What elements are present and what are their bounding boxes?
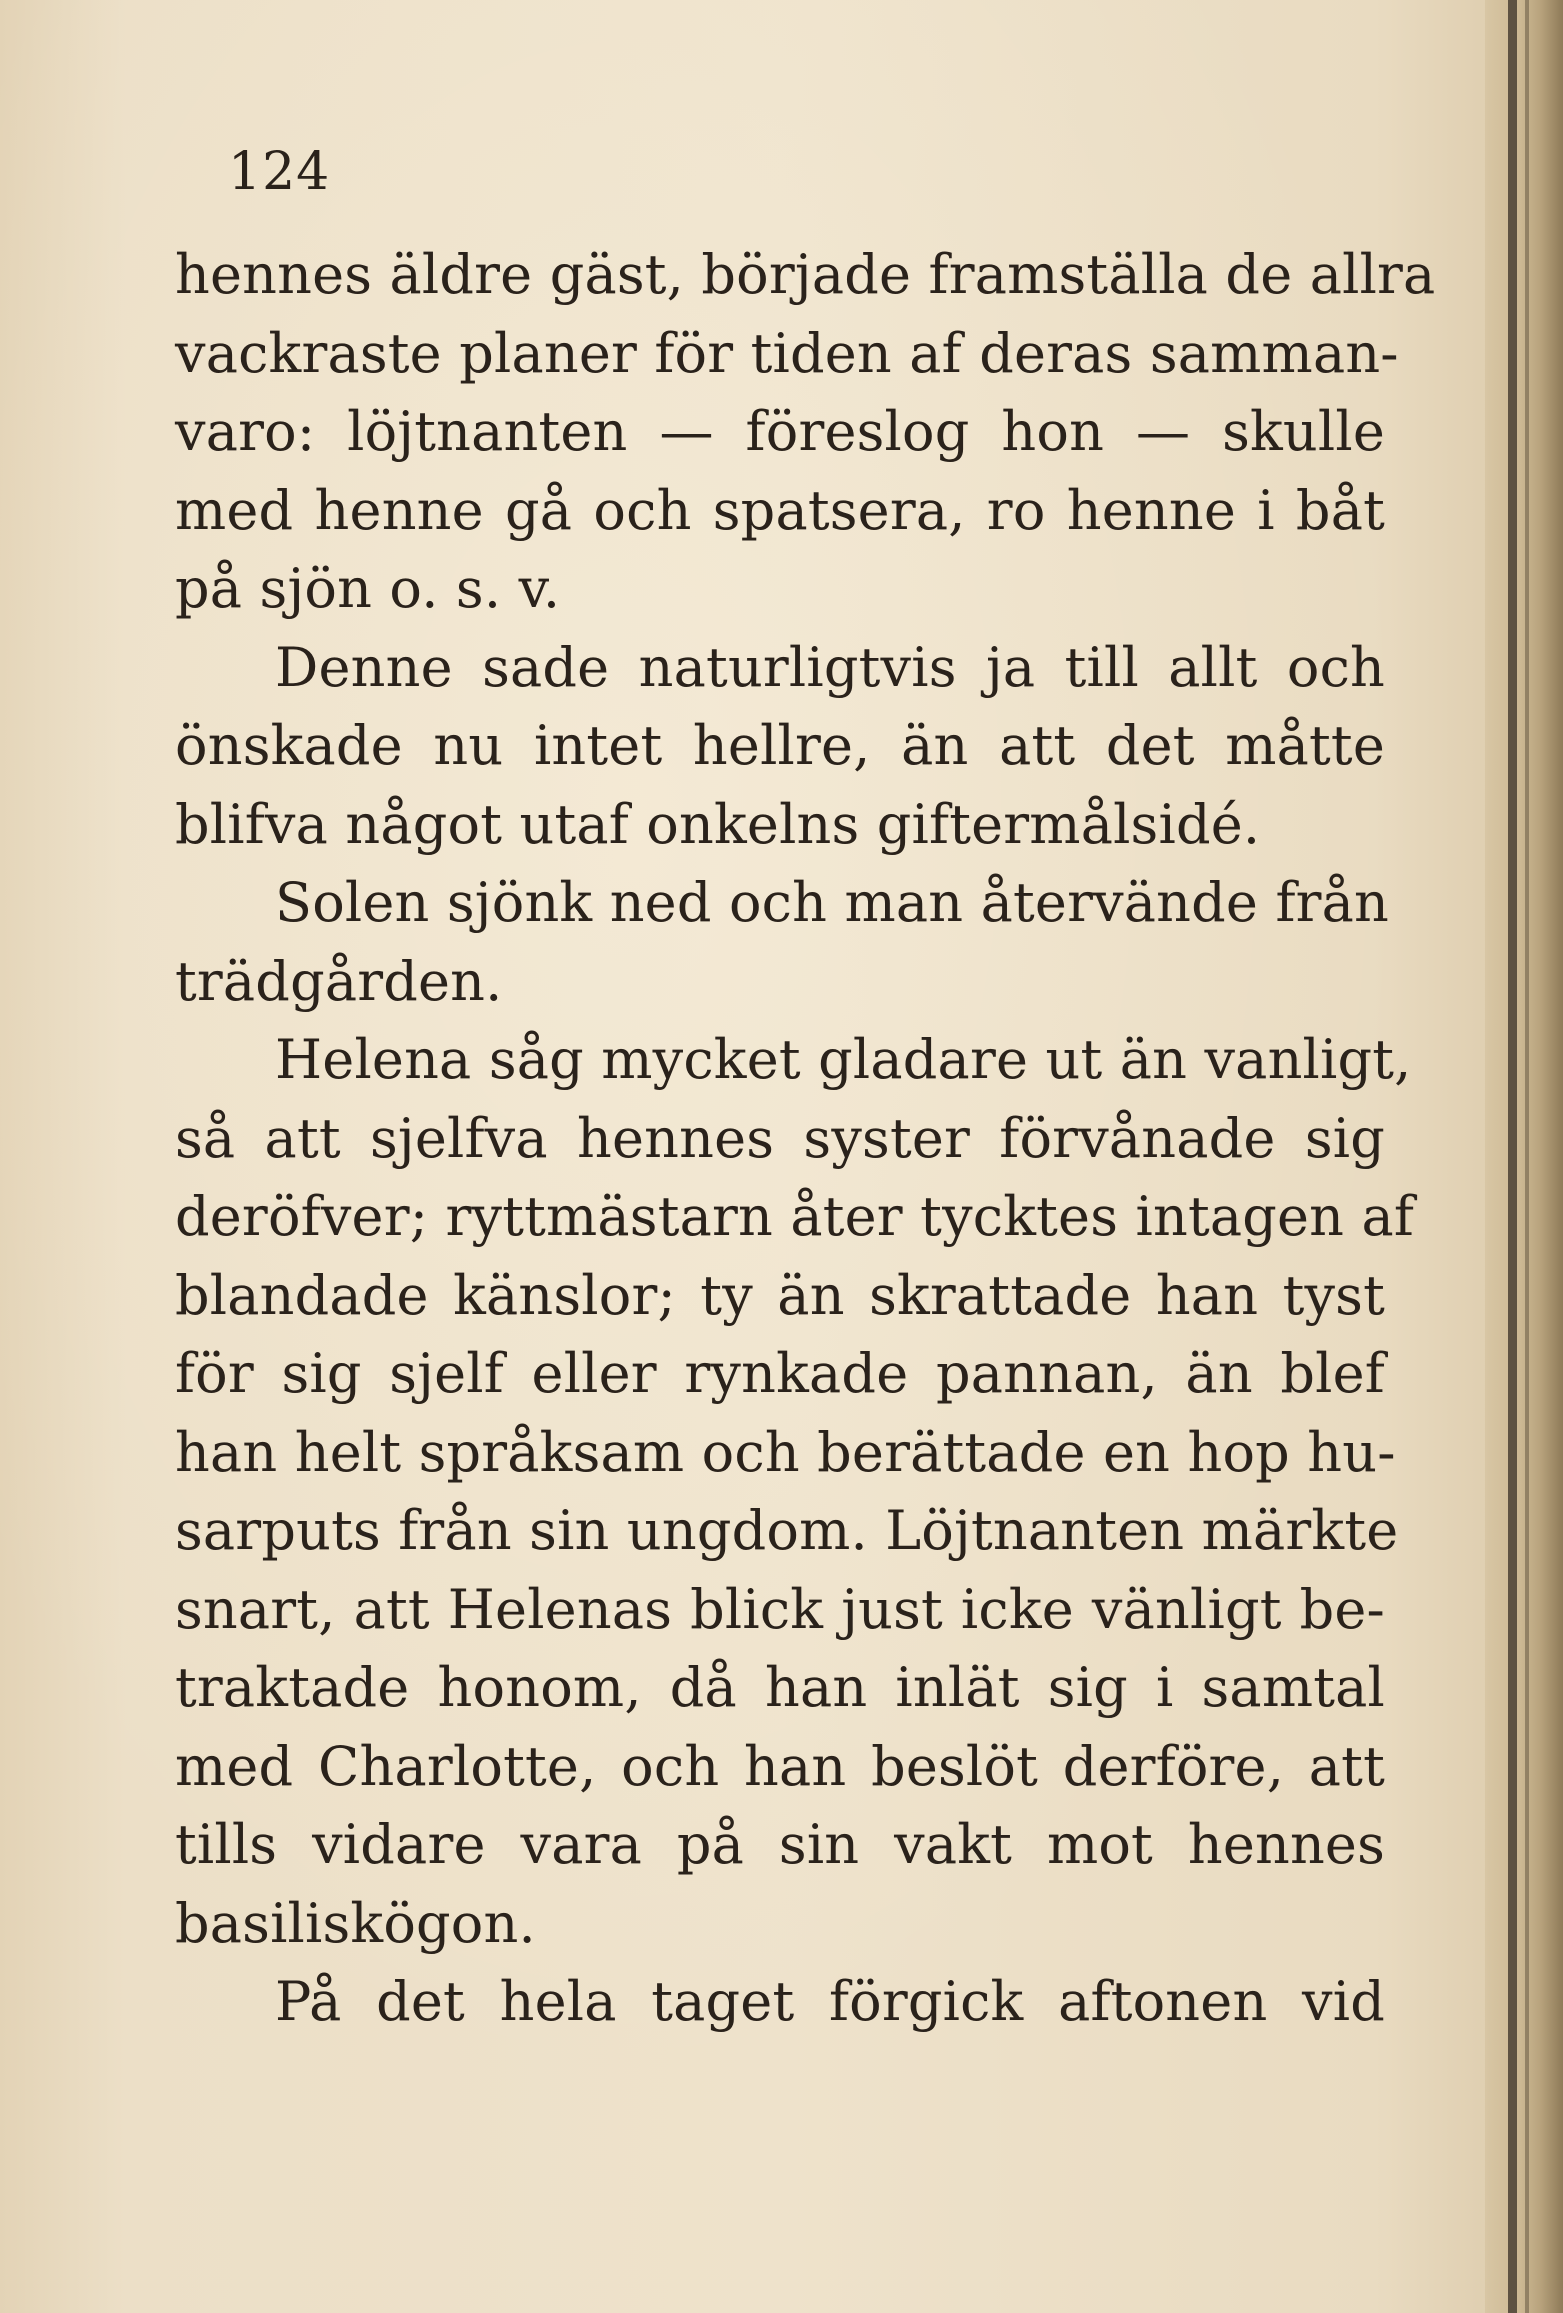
binding-edge-shadow [1525,0,1529,2313]
text-line: tills vidare vara på sin vakt mot hennes [175,1813,1385,1876]
text-line: traktade honom, då han inlät sig i samtal [175,1656,1385,1719]
text-line: snart, att Helenas blick just icke vänligt be- [175,1577,1385,1641]
text-line: På det hela taget förgick aftonen vid [275,1970,1385,2033]
binding-edge [1508,0,1517,2313]
text-line: varo: löjtnanten — föreslog hon — skulle [175,400,1385,463]
text-line: på sjön o. s. v. [175,557,561,620]
text-line: deröfver; ryttmästarn åter tycktes intagen af [175,1185,1415,1248]
text-line: Denne sade naturligtvis ja till allt och [275,635,1385,699]
text-line: så att sjelfva hennes syster förvånade sig [175,1106,1385,1170]
text-line: med Charlotte, och han beslöt derföre, att [175,1734,1385,1798]
text-line: hennes äldre gäst, började framställa de allra [175,243,1436,306]
text-line: önskade nu intet hellre, än att det måtte [175,714,1385,777]
text-line: blandade känslor; ty än skrattade han tyst [175,1263,1385,1327]
text-line: vackraste planer för tiden af deras samman- [175,321,1399,385]
text-line: Helena såg mycket gladare ut än vanligt, [275,1028,1412,1091]
text-line: med henne gå och spatsera, ro henne i båt [175,478,1385,542]
text-line: blifva något utaf onkelns giftermålsidé. [175,792,1261,856]
text-line: för sig sjelf eller rynkade pannan, än blef [175,1342,1385,1405]
page-gutter [1485,0,1563,2313]
body-text [175,236,1436,2042]
text-line: han helt språksam och berättade en hop hu- [175,1420,1396,1484]
page-number: 124 [228,142,331,202]
text-line: trädgården. [175,949,503,1013]
text-line: Solen sjönk ned och man återvände från [275,871,1390,934]
text-line: basiliskögon. [175,1891,536,1955]
text-line: sarputs från sin ungdom. Löjtnanten märkte [175,1499,1399,1562]
